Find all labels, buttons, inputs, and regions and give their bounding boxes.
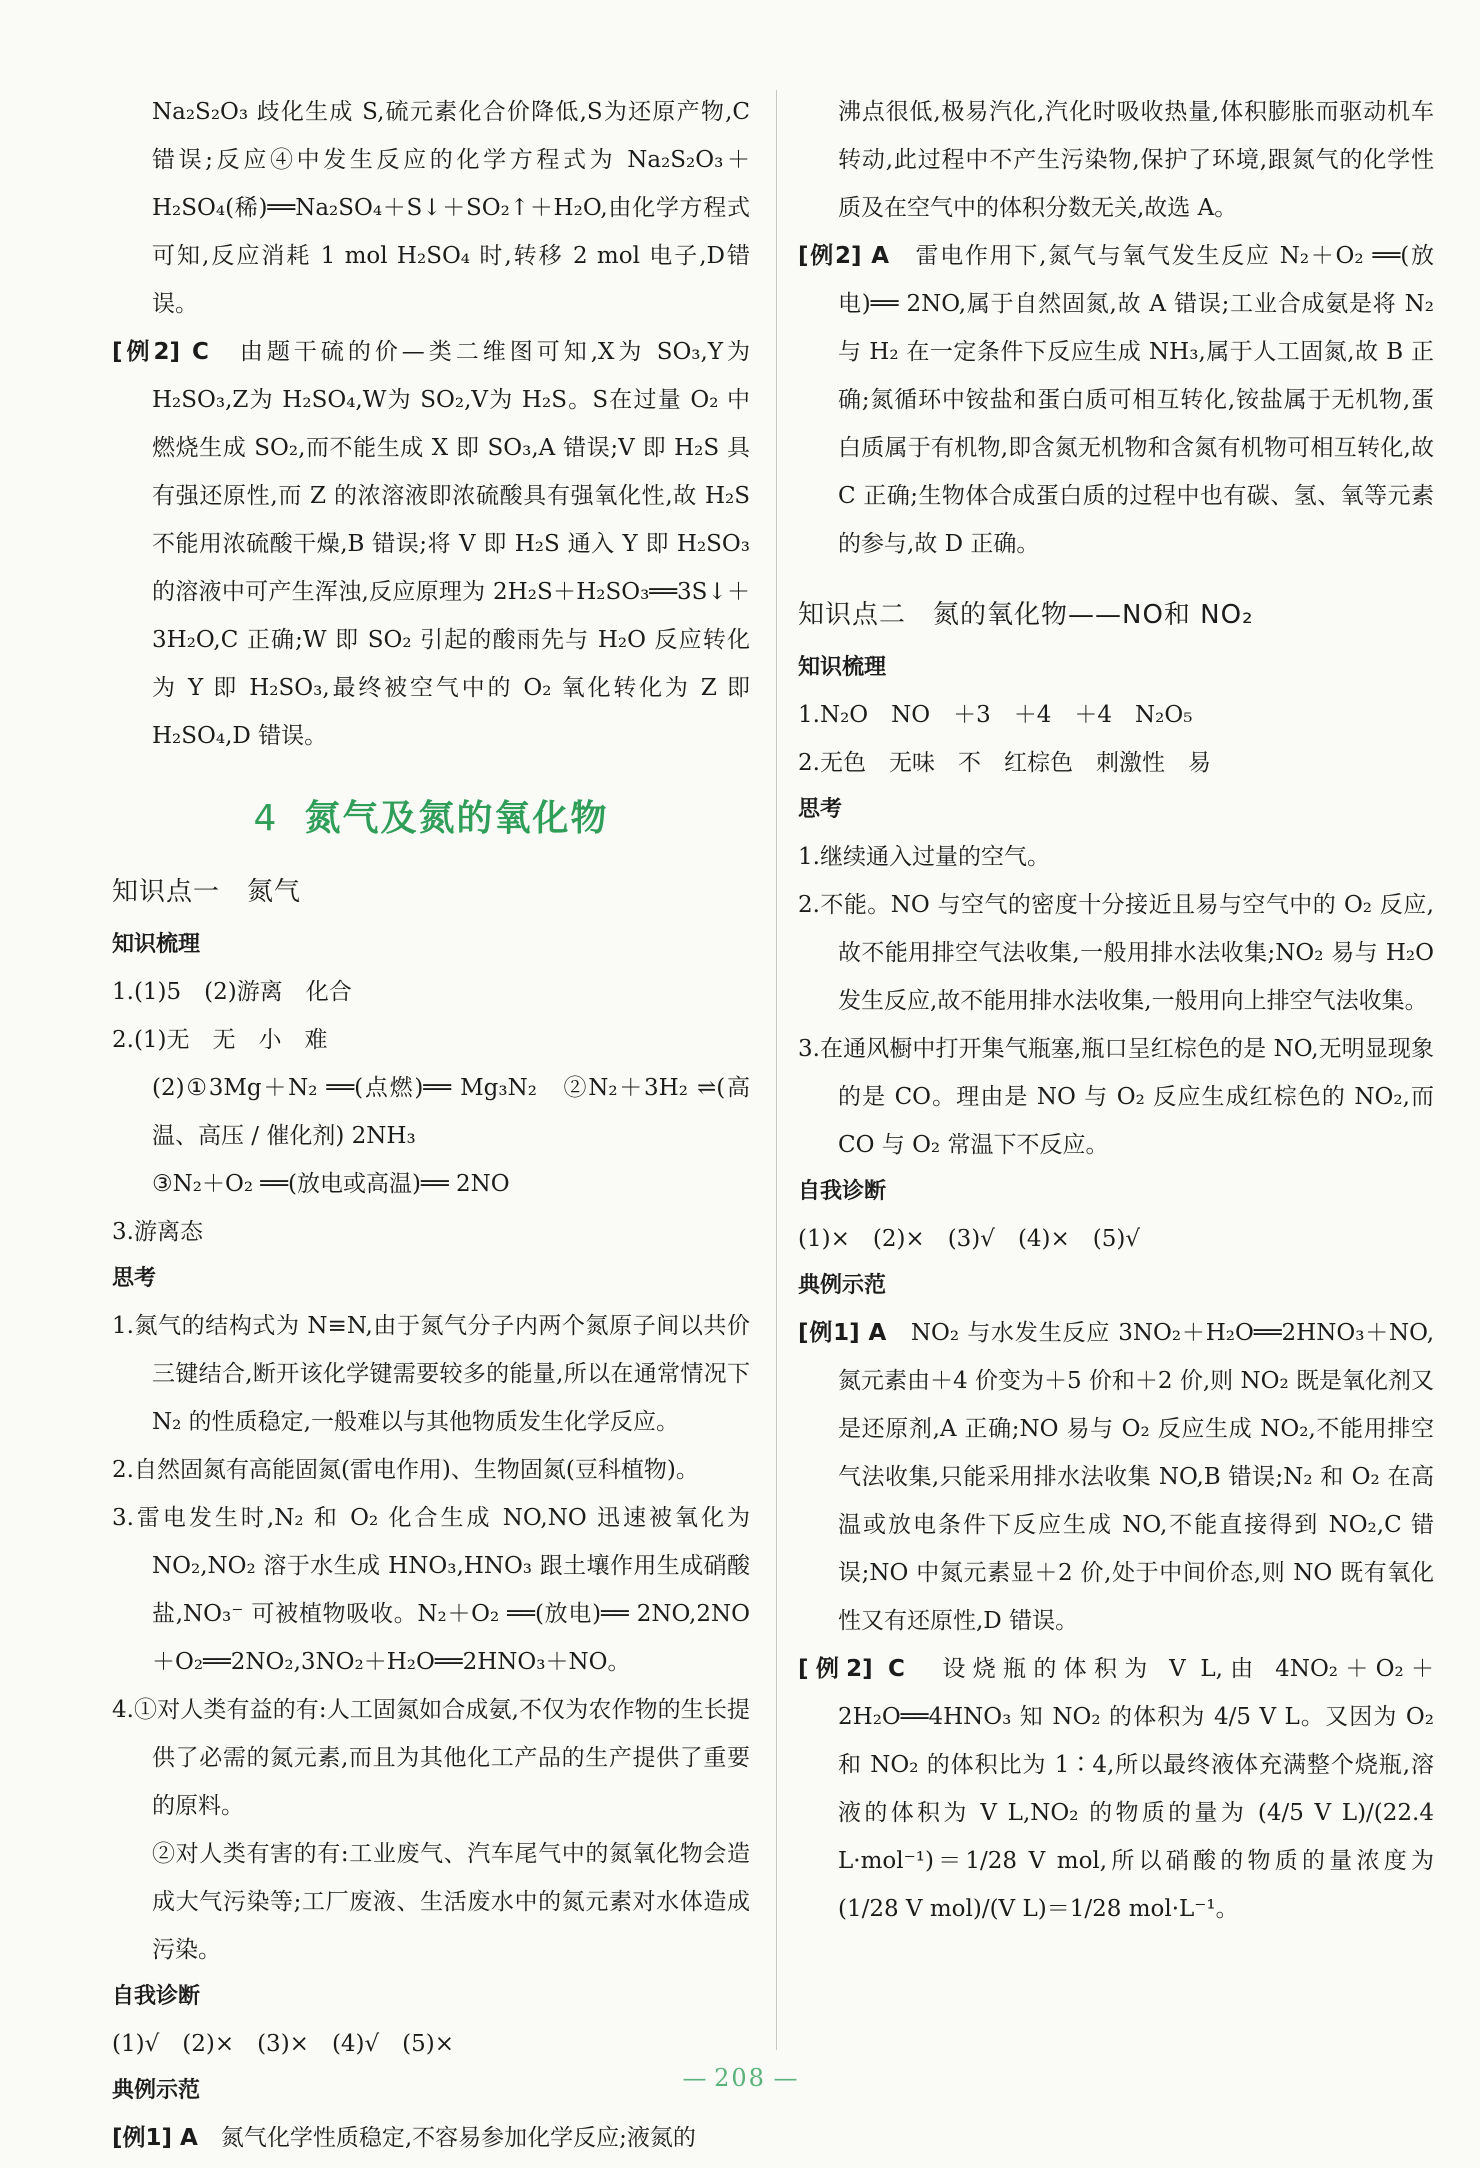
chapter-heading [112,790,750,841]
subsection-title: 自我诊断 [112,1984,201,2009]
think-item: 4.①对人类有益的有:人工固氮如合成氨,不仅为农作物的生长提供了必需的氮元素,而且为其他化工产品的生产提供了重要的原料。 [112,1697,750,1819]
answer-line: 2.(1)无 无 小 难 [112,1027,328,1053]
right-column [798,88,1434,1933]
think-item: 2.自然固氮有高能固氮(雷电作用)、生物固氮(豆科植物)。 [112,1457,699,1483]
paragraph: 沸点很低,极易汽化,汽化时吸收热量,体积膨胀而驱动机车转动,此过程中不产生污染物,保护了环境,跟氮气的化学性质及在空气中的体积分数无关,故选 A。 [838,99,1434,221]
column-divider [776,90,777,2050]
example-label: [例1] A [112,2125,198,2151]
example-text: 氮气化学性质稳定,不容易参加化学反应;液氮的 [220,2125,696,2151]
example-label: [例2] C [798,1656,905,1682]
example-2-solution [798,1645,1434,1933]
example-text: NO₂ 与水发生反应 3NO₂＋H₂O══2HNO₃＋NO,氮元素由＋4 价变为＋5 价和＋2 价,则 NO₂ 既是氧化剂又是还原剂,A 正确;NO 易与 O₂ 反应生成 NO₂,不能用排空气法收集,只能采用排水法收集 NO,B 错误;N₂ 和 O₂ 在高温或放电条件下反应生成 NO,不能直接得到 NO₂,C 错误;NO 中氮元素显＋2 价,处于中间价态,则 NO 既有氧化性又有还原性,D 错误。 [838,1320,1435,1634]
answer-line: 2.无色 无味 不 红棕色 刺激性 易 [798,750,1211,776]
section-title: 知识点一 氮气 [112,877,302,907]
subsection-title: 自我诊断 [798,1179,887,1204]
think-item: ②对人类有害的有:工业废气、汽车尾气中的氮氧化物会造成大气污染等;工厂废液、生活废水中的氮元素对水体造成污染。 [152,1841,750,1963]
subsection-title: 思考 [798,797,843,822]
example-label: [例2] C [112,339,209,365]
example-1-solution [112,2114,750,2162]
equation-line: ③N₂＋O₂ ══(放电或高温)══ 2NO [152,1171,510,1197]
answer-line: 1.(1)5 (2)游离 化合 [112,979,352,1005]
example-2-solution [798,232,1434,568]
paragraph: Na₂S₂O₃ 歧化生成 S,硫元素化合价降低,S为还原产物,C 错误;反应④中发生反应的化学方程式为 Na₂S₂O₃＋H₂SO₄(稀)══Na₂SO₄＋S↓＋SO₂↑＋H₂O,由化学方程式可知,反应消耗 1 mol H₂SO₄ 时,转移 2 mol 电子,D错误。 [152,99,750,317]
example-label: [例1] A [798,1320,887,1346]
subsection-title: 思考 [112,1266,157,1291]
think-item: 1.氮气的结构式为 N≡N,由于氮气分子内两个氮原子间以共价三键结合,断开该化学键需要较多的能量,所以在通常情况下 N₂ 的性质稳定,一般难以与其他物质发生化学反应。 [112,1313,750,1435]
diagnosis-answers: (1)× (2)× (3)√ (4)× (5)√ [798,1226,1141,1252]
answer-line: 1.N₂O NO ＋3 ＋4 ＋4 N₂O₅ [798,702,1193,728]
example-2-solution [112,328,750,760]
example-text: 雷电作用下,氮气与氧气发生反应 N₂＋O₂ ══(放电)══ 2NO,属于自然固氮,故 A 错误;工业合成氨是将 N₂ 与 H₂ 在一定条件下反应生成 NH₃,属于人工固氮,故 B 正确;氮循环中铵盐和蛋白质可相互转化,铵盐属于无机物,蛋白质属于有机物,即含氮无机物和含氮有机物可相互转化,故 C 正确;生物体合成蛋白质的过程中也有碳、氢、氧等元素的参与,故 D 正确。 [838,243,1434,557]
subsection-title: 知识梳理 [798,655,887,680]
page-number-value: 208 [714,2064,766,2092]
subsection-title: 典例示范 [112,2078,201,2103]
page-number: — 208 — [682,2064,798,2092]
diagnosis-answers: (1)√ (2)× (3)× (4)√ (5)× [112,2031,455,2057]
chapter-number: 4 [253,798,277,839]
think-item: 2.不能。NO 与空气的密度十分接近且易与空气中的 O₂ 反应,故不能用排空气法收集,一般用排水法收集;NO₂ 易与 H₂O 发生反应,故不能用排水法收集,一般用向上排空气法收集。 [798,892,1434,1014]
subsection-title: 典例示范 [798,1273,887,1298]
left-column [112,88,750,2162]
chapter-title: 氮气及氮的氧化物 [304,798,609,839]
equation-line: (2)①3Mg＋N₂ ══(点燃)══ Mg₃N₂ ②N₂＋3H₂ ⇌(高温、高压 / 催化剂) 2NH₃ [152,1075,750,1149]
example-text: 设烧瓶的体积为 V L,由 4NO₂＋O₂＋2H₂O══4HNO₃ 知 NO₂ 的体积为 4/5 V L。又因为 O₂ 和 NO₂ 的体积比为 1∶4,所以最终液体充满整个烧瓶,溶液的体积为 V L,NO₂ 的物质的量为 (4/5 V L)/(22.4 L·mol⁻¹)＝1/28 V mol,所以硝酸的物质的量浓度为 (1/28 V mol)/(V L)＝1/28 mol·L⁻¹。 [838,1656,1434,1922]
example-text: 由题干硫的价—类二维图可知,X为 SO₃,Y为 H₂SO₃,Z为 H₂SO₄,W为 SO₂,V为 H₂S。S在过量 O₂ 中燃烧生成 SO₂,而不能生成 X 即 SO₃,A 错误;V 即 H₂S 具有强还原性,而 Z 的浓溶液即浓硫酸具有强氧化性,故 H₂S 不能用浓硫酸干燥,B 错误;将 V 即 H₂S 通入 Y 即 H₂SO₃ 的溶液中可产生浑浊,反应原理为 2H₂S＋H₂SO₃══3S↓＋3H₂O,C 正确;W 即 SO₂ 引起的酸雨先与 H₂O 反应转化为 Y 即 H₂SO₃,最终被空气中的 O₂ 氧化转化为 Z 即 H₂SO₄,D 错误。 [152,339,751,749]
answer-line: 3.游离态 [112,1219,203,1245]
example-label: [例2] A [798,243,890,269]
section-title: 知识点二 氮的氧化物——NO和 NO₂ [798,600,1254,630]
think-item: 3.雷电发生时,N₂ 和 O₂ 化合生成 NO,NO 迅速被氧化为 NO₂,NO₂ 溶于水生成 HNO₃,HNO₃ 跟土壤作用生成硝酸盐,NO₃⁻ 可被植物吸收。N₂＋O₂ ══(放电)══ 2NO,2NO＋O₂══2NO₂,3NO₂＋H₂O══2HNO₃＋NO。 [112,1505,750,1675]
think-item: 1.继续通入过量的空气。 [798,844,1050,870]
subsection-title: 知识梳理 [112,932,201,957]
think-item: 3.在通风橱中打开集气瓶塞,瓶口呈红棕色的是 NO,无明显现象的是 CO。理由是 NO 与 O₂ 反应生成红棕色的 NO₂,而 CO 与 O₂ 常温下不反应。 [798,1036,1434,1158]
example-1-solution [798,1309,1434,1645]
